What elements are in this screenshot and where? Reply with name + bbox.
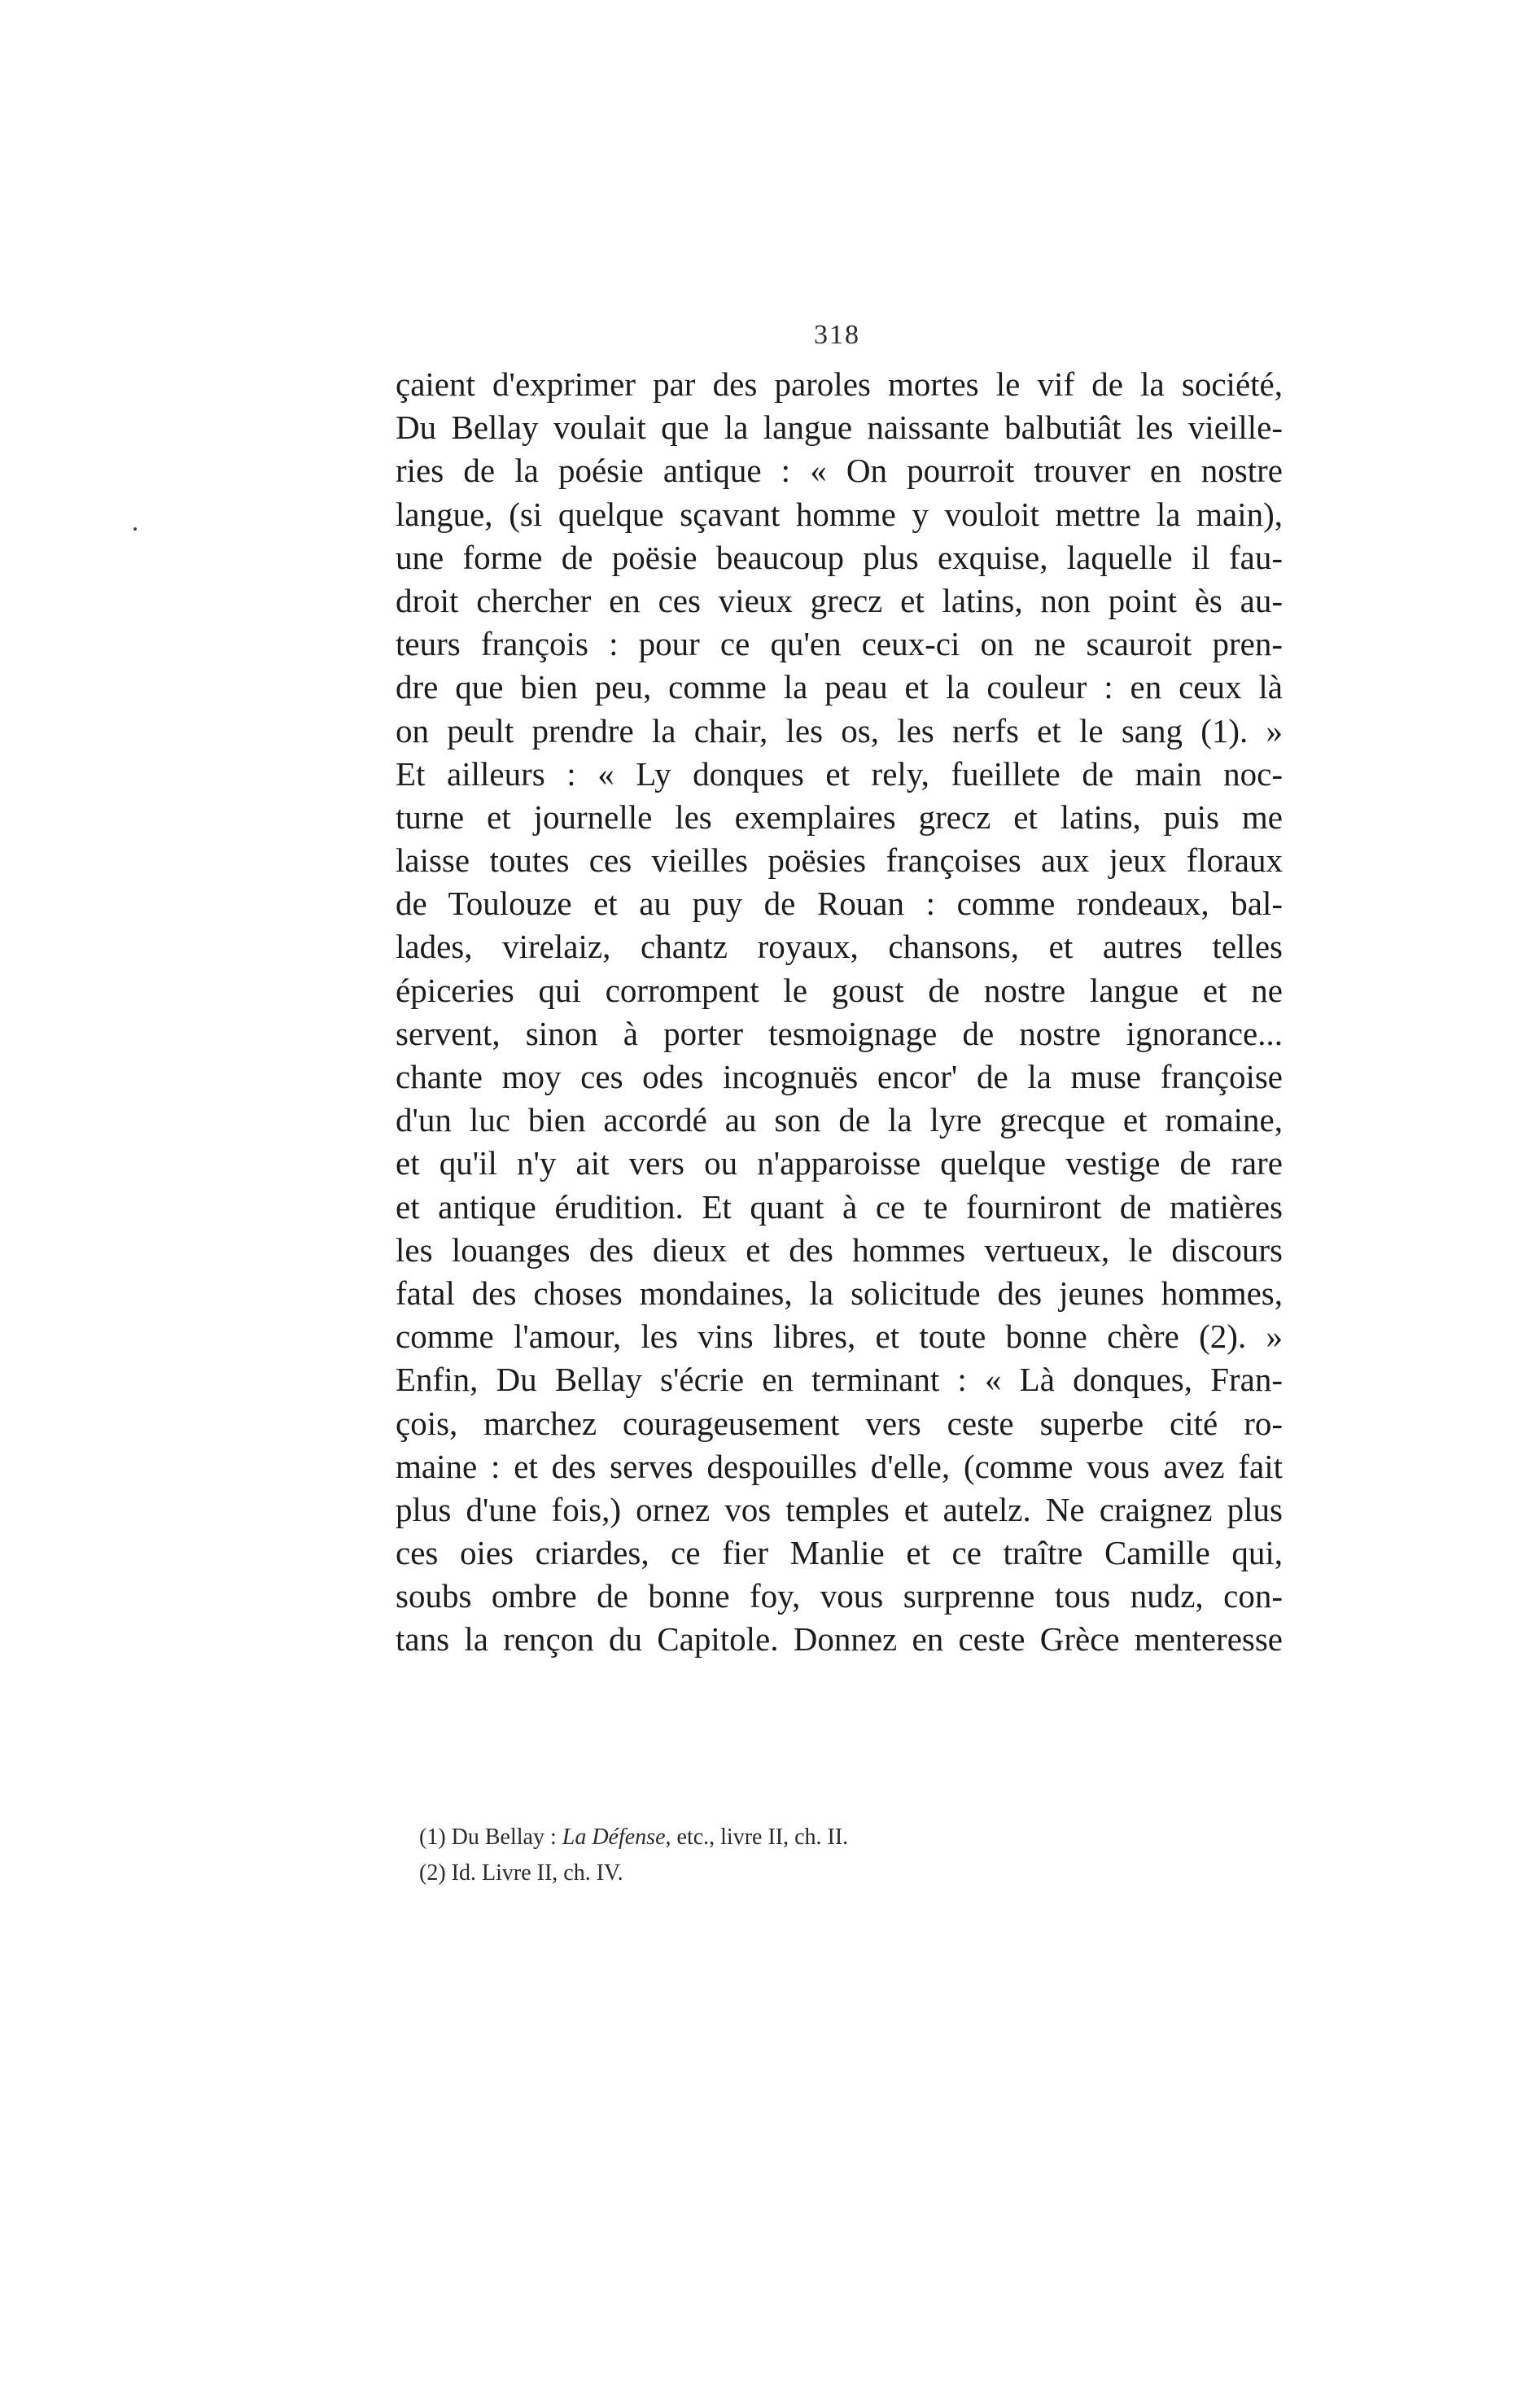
text-line: ces oies criardes, ce fier Manlie et ce traître Camille qui, [396, 1534, 1283, 1572]
text-line: comme l'amour, les vins libres, et toute bonne chère (2). » [396, 1318, 1283, 1356]
footnote-marker: (2) [419, 1860, 446, 1886]
text-line: laisse toutes ces vieilles poësies françoises aux jeux floraux [396, 841, 1283, 880]
text-line: chante moy ces odes incognuës encor' de la muse françoise [396, 1058, 1283, 1095]
text-line: et antique érudition. Et quant à ce te fourniront de matières [396, 1187, 1283, 1226]
text-line: servent, sinon à porter tesmoignage de nostre ignorance... [396, 1014, 1283, 1052]
text-line: soubs ombre de bonne foy, vous surprenne tous nudz, con- [396, 1577, 1283, 1615]
footnote-reference: , etc., livre II, ch. II. [665, 1825, 849, 1850]
text-line: çaient d'exprimer par des paroles mortes le vif de la société, [396, 365, 1283, 403]
footnote-title: La Défense [562, 1825, 666, 1850]
footnote-marker: (1) [419, 1825, 446, 1850]
text-line: Et ailleurs : « Ly donques et rely, fueillete de main noc- [396, 754, 1283, 793]
text-line: dre que bien peu, comme la peau et la couleur : en ceux là [396, 668, 1283, 706]
text-line: une forme de poësie beaucoup plus exquise, laquelle il fau- [396, 538, 1283, 576]
footnotes [419, 1820, 1152, 1891]
text-line: les louanges des dieux et des hommes vertueux, le discours [396, 1230, 1283, 1269]
text-line: d'un luc bien accordé au son de la lyre grecque et romaine, [396, 1101, 1283, 1139]
text-line: ries de la poésie antique : « On pourroit trouver en nostre [396, 452, 1283, 490]
page-number: 318 [814, 320, 860, 350]
paper-speck [133, 527, 137, 531]
text-line: droit chercher en ces vieux grecz et latins, non point ès au- [396, 581, 1283, 619]
body-text [396, 363, 1283, 1662]
footnote-1 [419, 1820, 1152, 1855]
text-line: teurs françois : pour ce qu'en ceux-ci on ne scauroit pren- [396, 625, 1283, 663]
footnote-reference: Id. Livre II, ch. IV. [451, 1860, 623, 1886]
text-line: et qu'il n'y ait vers ou n'apparoisse quelque vestige de rare [396, 1144, 1283, 1182]
text-line: on peult prendre la chair, les os, les nerfs et le sang (1). » [396, 711, 1283, 749]
text-line: de Toulouze et au puy de Rouan : comme rondeaux, bal- [396, 885, 1283, 923]
text-line: turne et journelle les exemplaires grecz et latins, puis me [396, 798, 1283, 836]
text-line: Enfin, Du Bellay s'écrie en terminant : « Là donques, Fran- [396, 1361, 1283, 1399]
footnote-author: Du Bellay : [451, 1825, 557, 1850]
text-line: langue, (si quelque sçavant homme y vouloit mettre la main), [396, 495, 1283, 533]
text-line: plus d'une fois,) ornez vos temples et autelz. Ne craignez plus [396, 1490, 1283, 1528]
text-line: maine : et des serves despouilles d'elle, (comme vous avez fait [396, 1447, 1283, 1485]
text-line: çois, marchez courageusement vers ceste superbe cité ro- [396, 1404, 1283, 1442]
text-line: tans la rençon du Capitole. Donnez en ceste Grèce menteresse [396, 1620, 1283, 1659]
footnote-2 [419, 1855, 1152, 1891]
text-line: lades, virelaiz, chantz royaux, chansons, et autres telles [396, 928, 1283, 966]
text-line: Du Bellay voulait que la langue naissante balbutiât les vieille- [396, 409, 1283, 447]
text-line: fatal des choses mondaines, la solicitude des jeunes hommes, [396, 1274, 1283, 1312]
text-line: épiceries qui corrompent le goust de nostre langue et ne [396, 971, 1283, 1009]
